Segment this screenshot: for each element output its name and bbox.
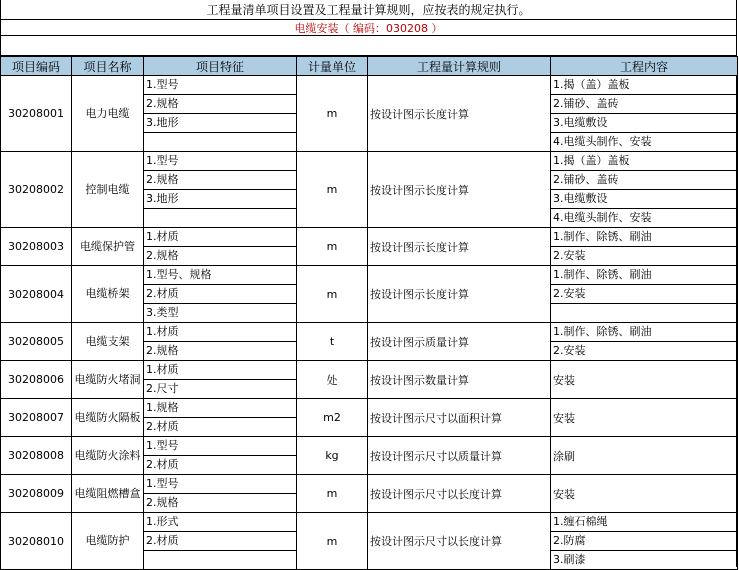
item-code: 30208003: [1, 228, 72, 266]
item-code: 30208006: [1, 361, 72, 399]
unit-cell: m: [297, 513, 368, 570]
content-cell: 涂刷: [551, 437, 738, 475]
header-content: 工程内容: [551, 57, 738, 76]
unit-cell: m: [297, 76, 368, 152]
header-row: [1, 57, 738, 76]
item-name: 电缆防护: [72, 513, 144, 570]
item-code: 30208004: [1, 266, 72, 323]
feature-cell: 2.尺寸: [144, 380, 297, 399]
table-row: [1, 399, 738, 418]
feature-cell: 1.材质: [144, 323, 297, 342]
content-cell: 2.铺砂、盖砖: [551, 171, 738, 190]
feature-cell: 1.型号: [144, 152, 297, 171]
feature-cell: 1.型号、规格: [144, 266, 297, 285]
page-title: 工程量清单项目设置及工程量计算规则，应按表的规定执行。: [206, 3, 531, 17]
feature-cell: 3.地形: [144, 190, 297, 209]
table-row: [1, 475, 738, 494]
table-row: [1, 323, 738, 342]
item-code: 30208002: [1, 152, 72, 228]
item-code: 30208007: [1, 399, 72, 437]
item-code: 30208009: [1, 475, 72, 513]
feature-cell: 3.地形: [144, 114, 297, 133]
item-name: 电缆防火堵洞: [72, 361, 144, 399]
table-row: [1, 437, 738, 456]
header-unit: 计量单位: [297, 57, 368, 76]
item-code: 30208001: [1, 76, 72, 152]
rule-cell: 按设计图示尺寸以长度计算: [368, 513, 551, 570]
feature-cell: 2.材质: [144, 532, 297, 551]
item-name: 电缆防火涂料: [72, 437, 144, 475]
unit-cell: m: [297, 228, 368, 266]
content-cell: 3.刷漆: [551, 551, 738, 570]
feature-cell: 1.规格: [144, 399, 297, 418]
content-cell: 1.揭（盖）盖板: [551, 76, 738, 95]
feature-cell: 2.规格: [144, 247, 297, 266]
content-cell: 2.安装: [551, 342, 738, 361]
feature-cell: [144, 209, 297, 228]
items-table: [0, 56, 738, 570]
table-body: [1, 76, 738, 570]
table-row: [1, 266, 738, 285]
content-cell: 安装: [551, 399, 738, 437]
rule-cell: 按设计图示长度计算: [368, 228, 551, 266]
feature-cell: 2.材质: [144, 456, 297, 475]
feature-cell: 2.材质: [144, 285, 297, 304]
table-row: [1, 513, 738, 532]
content-cell: 1.缠石棉绳: [551, 513, 738, 532]
item-name: 电力电缆: [72, 76, 144, 152]
rule-cell: 按设计图示长度计算: [368, 152, 551, 228]
item-code: 30208005: [1, 323, 72, 361]
content-cell: 2.防腐: [551, 532, 738, 551]
content-cell: 4.电缆头制作、安装: [551, 209, 738, 228]
header-rule: 工程量计算规则: [368, 57, 551, 76]
feature-cell: 1.型号: [144, 475, 297, 494]
header-code: 项目编码: [1, 57, 72, 76]
item-name: 电缆阻燃槽盒: [72, 475, 144, 513]
feature-cell: 1.型号: [144, 437, 297, 456]
content-cell: [551, 304, 738, 323]
unit-cell: t: [297, 323, 368, 361]
content-cell: 4.电缆头制作、安装: [551, 133, 738, 152]
rule-cell: 按设计图示长度计算: [368, 266, 551, 323]
unit-cell: m: [297, 266, 368, 323]
content-cell: 2.铺砂、盖砖: [551, 95, 738, 114]
content-cell: 2.安装: [551, 247, 738, 266]
feature-cell: 3.类型: [144, 304, 297, 323]
content-cell: 2.安装: [551, 285, 738, 304]
unit-cell: m2: [297, 399, 368, 437]
content-cell: 1.制作、除锈、刷油: [551, 323, 738, 342]
content-cell: 1.制作、除锈、刷油: [551, 266, 738, 285]
feature-cell: 2.规格: [144, 95, 297, 114]
rule-cell: 按设计图示尺寸以质量计算: [368, 437, 551, 475]
table-row: [1, 76, 738, 95]
feature-cell: 2.材质: [144, 418, 297, 437]
content-cell: 安装: [551, 475, 738, 513]
feature-cell: 2.规格: [144, 494, 297, 513]
unit-cell: kg: [297, 437, 368, 475]
content-cell: 1.揭（盖）盖板: [551, 152, 738, 171]
header-features: 项目特征: [144, 57, 297, 76]
section-subtitle: 电缆安装（ 编码：030208 ）: [0, 19, 737, 36]
feature-cell: 1.材质: [144, 361, 297, 380]
content-cell: 3.电缆敷设: [551, 190, 738, 209]
item-code: 30208008: [1, 437, 72, 475]
item-name: 电缆支架: [72, 323, 144, 361]
blank-row: [0, 37, 737, 56]
feature-cell: 2.规格: [144, 342, 297, 361]
table-row: [1, 228, 738, 247]
content-cell: 1.制作、除锈、刷油: [551, 228, 738, 247]
item-name: 电缆桥架: [72, 266, 144, 323]
rule-cell: 按设计图示数量计算: [368, 361, 551, 399]
rule-cell: 按设计图示尺寸以长度计算: [368, 475, 551, 513]
unit-cell: 处: [297, 361, 368, 399]
item-code: 30208010: [1, 513, 72, 570]
feature-cell: 2.规格: [144, 171, 297, 190]
feature-cell: 1.材质: [144, 228, 297, 247]
content-cell: 安装: [551, 361, 738, 399]
feature-cell: 1.型号: [144, 76, 297, 95]
rule-cell: 按设计图示质量计算: [368, 323, 551, 361]
item-name: 控制电缆: [72, 152, 144, 228]
feature-cell: 1.形式: [144, 513, 297, 532]
feature-cell: [144, 133, 297, 152]
rule-cell: 按设计图示长度计算: [368, 76, 551, 152]
unit-cell: m: [297, 475, 368, 513]
table-row: [1, 152, 738, 171]
content-cell: 3.电缆敷设: [551, 114, 738, 133]
header-name: 项目名称: [72, 57, 144, 76]
table-row: [1, 361, 738, 380]
unit-cell: m: [297, 152, 368, 228]
rule-cell: 按设计图示尺寸以面积计算: [368, 399, 551, 437]
item-name: 电缆防火隔板: [72, 399, 144, 437]
item-name: 电缆保护管: [72, 228, 144, 266]
